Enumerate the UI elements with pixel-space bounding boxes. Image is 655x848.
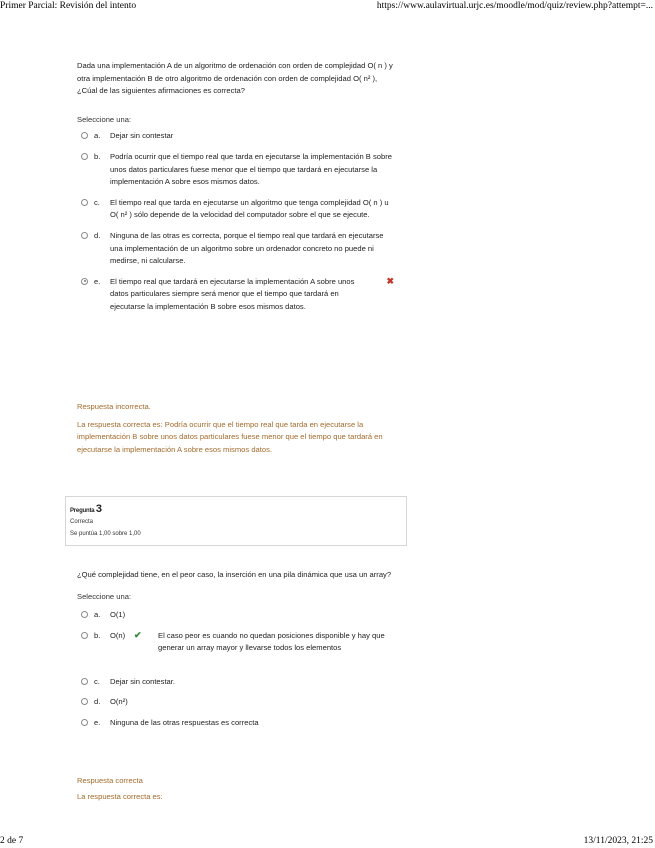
option-letter: d. (94, 230, 101, 240)
question-grade: Se puntúa 1,00 sobre 1,00 (70, 531, 141, 537)
feedback-correct-answer: La respuesta correcta es: Podría ocurrir que el tiempo real que tarda en ejecutarse la implementación B sobre unos datos particulares fuese menor que el tiempo que tardará en ejecutarse la implementación A sobre esos mismos datos. (77, 419, 383, 454)
option-text: El tiempo real que tardará en ejecutarse la implementación A sobre unos datos particulares siempre será menor que el tiempo que tardará en ejecutarse la implementación B sobre esos mismos datos. (110, 276, 355, 311)
option-text: Dejar sin contestar. (110, 676, 175, 686)
radio-icon[interactable] (81, 199, 88, 206)
answer-options (77, 609, 395, 729)
feedback-status: Respuesta correcta (77, 776, 143, 785)
option-c[interactable] (77, 197, 395, 222)
option-letter: a. (94, 131, 101, 141)
radio-icon[interactable] (81, 153, 88, 160)
question-2 (77, 60, 395, 322)
option-a[interactable] (77, 130, 395, 143)
option-text: Dejar sin contestar (110, 131, 174, 141)
option-b-selected[interactable] (77, 630, 395, 668)
option-letter: b. (94, 630, 101, 640)
print-datetime: 13/11/2023, 21:25 (583, 836, 653, 846)
page-number: 2 de 7 (0, 836, 24, 846)
radio-icon[interactable] (81, 719, 88, 726)
option-letter: e. (94, 717, 101, 727)
option-text: O(1) (110, 610, 126, 620)
print-footer (0, 834, 655, 848)
print-title: Primer Parcial: Revisión del intento (0, 1, 137, 11)
print-url[interactable]: https://www.aulavirtual.urjc.es/moodle/mod/quiz/review.php?attempt=... (376, 1, 653, 11)
option-letter: b. (94, 151, 101, 161)
option-d[interactable] (77, 230, 395, 268)
radio-icon[interactable] (81, 611, 88, 618)
question-number (70, 503, 102, 515)
answer-options (77, 130, 395, 313)
radio-icon[interactable] (81, 132, 88, 139)
option-letter: c. (94, 676, 100, 686)
option-e[interactable] (77, 717, 395, 730)
option-letter: e. (94, 276, 101, 286)
option-text: Ninguna de las otras respuestas es correcta (110, 717, 259, 727)
correct-icon: ✔ (134, 629, 142, 640)
select-prompt: Seleccione una: (77, 114, 132, 124)
question-label: Pregunta (70, 508, 95, 514)
radio-checked-icon[interactable] (81, 632, 88, 639)
radio-icon[interactable] (81, 232, 88, 239)
question-state: Correcta (70, 519, 94, 525)
question-3-feedback (77, 775, 395, 803)
option-d[interactable] (77, 696, 395, 709)
option-text: O(n²) (110, 697, 128, 707)
option-text: O(n) (110, 630, 126, 640)
radio-checked-icon[interactable] (81, 278, 88, 285)
question-2-feedback (77, 401, 395, 456)
option-text: Podría ocurrir que el tiempo real que tarda en ejecutarse la implementación B sobre unos datos particulares fuese menor que el tiempo que tardará en ejecutarse la implementación A sobre esos mismos datos. (110, 151, 392, 187)
option-a[interactable] (77, 609, 395, 622)
feedback-correct-answer: La respuesta correcta es: (77, 791, 163, 801)
radio-icon[interactable] (81, 698, 88, 705)
option-text: Ninguna de las otras es correcta, porque el tiempo real que tardará en ejecutarse una implementación de un algoritmo sobre un ordenador concreto no puede ni medirse, ni calcularse. (110, 230, 384, 266)
option-e-selected[interactable] (77, 276, 395, 314)
radio-icon[interactable] (81, 678, 88, 685)
feedback-status: Respuesta incorrecta. (77, 402, 151, 411)
question-3 (77, 569, 395, 738)
option-letter: c. (94, 197, 100, 207)
select-prompt: Seleccione una: (77, 591, 132, 601)
question-3-info (65, 496, 407, 546)
question-number-value: 3 (95, 503, 102, 515)
question-text: ¿Qué complejidad tiene, en el peor caso, la inserción en una pila dinámica que usa un array? (77, 570, 392, 579)
option-feedback: El caso peor es cuando no quedan posiciones disponible y hay que generar un array mayor y llevarse todos los elementos (158, 630, 385, 653)
option-b[interactable] (77, 151, 395, 189)
incorrect-icon: ✖ (386, 275, 394, 286)
option-c[interactable] (77, 676, 395, 689)
print-header (0, 0, 655, 14)
option-letter: a. (94, 610, 101, 620)
option-text: El tiempo real que tarda en ejecutarse un algoritmo que tenga complejidad O( n ) u O( n² ) sólo depende de la velocidad del computador sobre el que se ejecute. (110, 197, 389, 220)
option-letter: d. (94, 697, 101, 707)
question-text: Dada una implementación A de un algoritmo de ordenación con orden de complejidad O( n ) y otra implementación B de otro algoritmo de ordenación con orden de complejidad O( n² ), ¿Cúal de las siguientes afirmaciones es correcta? (77, 61, 393, 96)
